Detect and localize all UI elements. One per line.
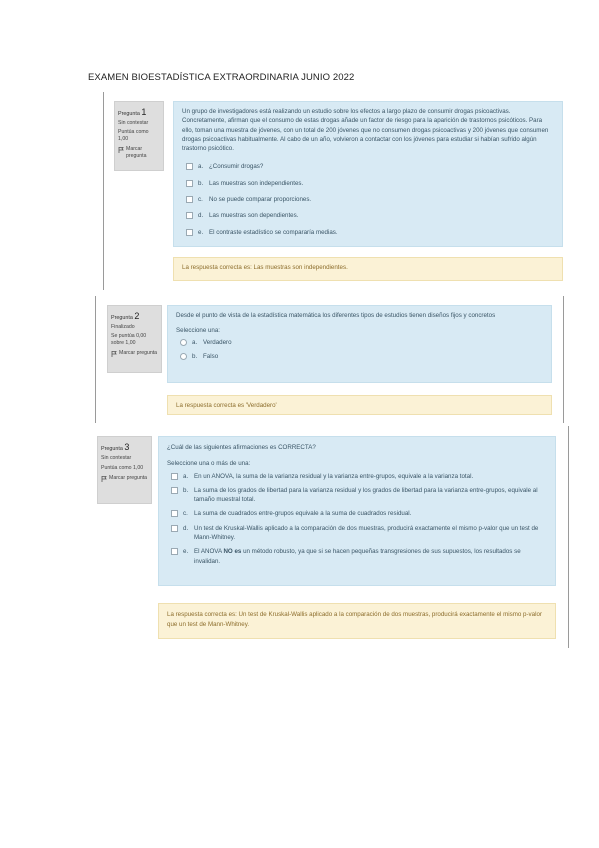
question-text: Un grupo de investigadores está realizando un estudio sobre los efectos a largo plazo de consumir drogas psicoactivas. Concretamente, afirman que el consumo de estas drogas añade un factor de riesgo para la aparición de trastornos psicóticos. Para ello, toman una muestra de jóvenes, con un total de 200 jóvenes que no consumen drogas psicoactivas y 200 jóvenes que consumen drogas psicoactivas habitualmente. Al cabo de un año, volvieron a contactar con los jóvenes para estudiar si habían sufrido algún trastorno psicótico. <box>182 108 549 153</box>
question-score: Se puntúa 0,00 sobre 1,00 <box>111 333 147 347</box>
question-info <box>107 305 162 373</box>
question-status: Sin contestar <box>118 120 149 127</box>
question-info <box>97 436 152 504</box>
answer-option[interactable]: a. Verdadero <box>176 338 543 347</box>
checkbox[interactable] <box>186 180 193 187</box>
question-text: Desde el punto de vista de la estadística matemática los diferentes tipos de estudios tienen diseños fijos y concretos <box>176 312 496 319</box>
radio-button[interactable] <box>180 339 187 346</box>
question-number: Pregunta 3 <box>101 442 130 452</box>
page-margin-line <box>103 92 104 290</box>
page-margin-line <box>95 296 96 423</box>
flag-question-button[interactable]: Marcar pregunta <box>101 475 148 482</box>
answer-option[interactable]: e. El ANOVA NO es un método robusto, ya que si se hacen pequeñas transgresiones de sus supuestos, los resultados se invalidan. <box>167 547 547 566</box>
question-number: Pregunta 1 <box>118 107 147 117</box>
checkbox[interactable] <box>171 525 178 532</box>
checkbox[interactable] <box>171 487 178 494</box>
answer-option[interactable]: e. El contraste estadístico se compararía medias. <box>182 228 554 237</box>
checkbox[interactable] <box>171 510 178 517</box>
answer-option[interactable]: c. No se puede comparar proporciones. <box>182 195 554 204</box>
checkbox[interactable] <box>186 163 193 170</box>
question-content <box>158 436 556 586</box>
answer-option[interactable]: d. Un test de Kruskal-Wallis aplicado a la comparación de dos muestras, producirá exactamente el mismo p-valor que un test de Mann-Whitney. <box>167 524 547 543</box>
answer-option[interactable]: a. En un ANOVA, la suma de la varianza residual y la varianza entre-grupos, equivale a la varianza total. <box>167 472 547 481</box>
select-prompt: Seleccione una o más de una: <box>167 460 251 468</box>
question-status: Finalizado <box>111 324 135 331</box>
question-number: Pregunta 2 <box>111 311 140 321</box>
checkbox[interactable] <box>186 229 193 236</box>
checkbox[interactable] <box>186 212 193 219</box>
answer-option[interactable]: b. Las muestras son independientes. <box>182 179 554 188</box>
question-score: Puntúa como 1,00 <box>118 129 149 143</box>
radio-button[interactable] <box>180 353 187 360</box>
flag-icon <box>111 351 117 357</box>
question-status: Sin contestar <box>101 455 132 462</box>
question-content <box>173 101 563 247</box>
page-margin-line <box>568 426 569 648</box>
correct-answer-feedback: La respuesta correcta es 'Verdadero' <box>167 395 552 415</box>
correct-answer-feedback: La respuesta correcta es: Un test de Kruskal-Wallis aplicado a la comparación de dos muestras, producirá exactamente el mismo p-valor que un test de Mann-Whitney. <box>158 603 556 639</box>
flag-question-button[interactable]: Marcar pregunta <box>118 146 160 160</box>
question-score: Puntúa como 1,00 <box>101 465 144 472</box>
flag-icon <box>101 476 107 482</box>
select-prompt: Seleccione una: <box>176 327 221 335</box>
page-margin-line <box>563 296 564 423</box>
question-text: ¿Cuál de las siguientes afirmaciones es CORRECTA? <box>167 444 316 451</box>
answer-option[interactable]: b. La suma de los grados de libertad para la varianza residual y los grados de libertad para la varianza entre-grupos, equivale al tamaño muestral total. <box>167 486 547 505</box>
question-info <box>114 101 164 171</box>
checkbox[interactable] <box>171 548 178 555</box>
question-content <box>167 305 552 383</box>
document-title: EXAMEN BIOESTADÍSTICA EXTRAORDINARIA JUNIO 2022 <box>88 72 355 83</box>
flag-question-button[interactable]: Marcar pregunta <box>111 350 158 357</box>
flag-icon <box>118 147 124 153</box>
checkbox[interactable] <box>171 473 178 480</box>
answer-option[interactable]: a. ¿Consumir drogas? <box>182 162 554 171</box>
answer-option[interactable]: c. La suma de cuadrados entre-grupos equivale a la suma de cuadrados residual. <box>167 509 547 518</box>
checkbox[interactable] <box>186 196 193 203</box>
correct-answer-feedback: La respuesta correcta es: Las muestras son independientes. <box>173 257 563 281</box>
answer-option[interactable]: b. Falso <box>176 352 543 361</box>
answer-option[interactable]: d. Las muestras son dependientes. <box>182 211 554 220</box>
